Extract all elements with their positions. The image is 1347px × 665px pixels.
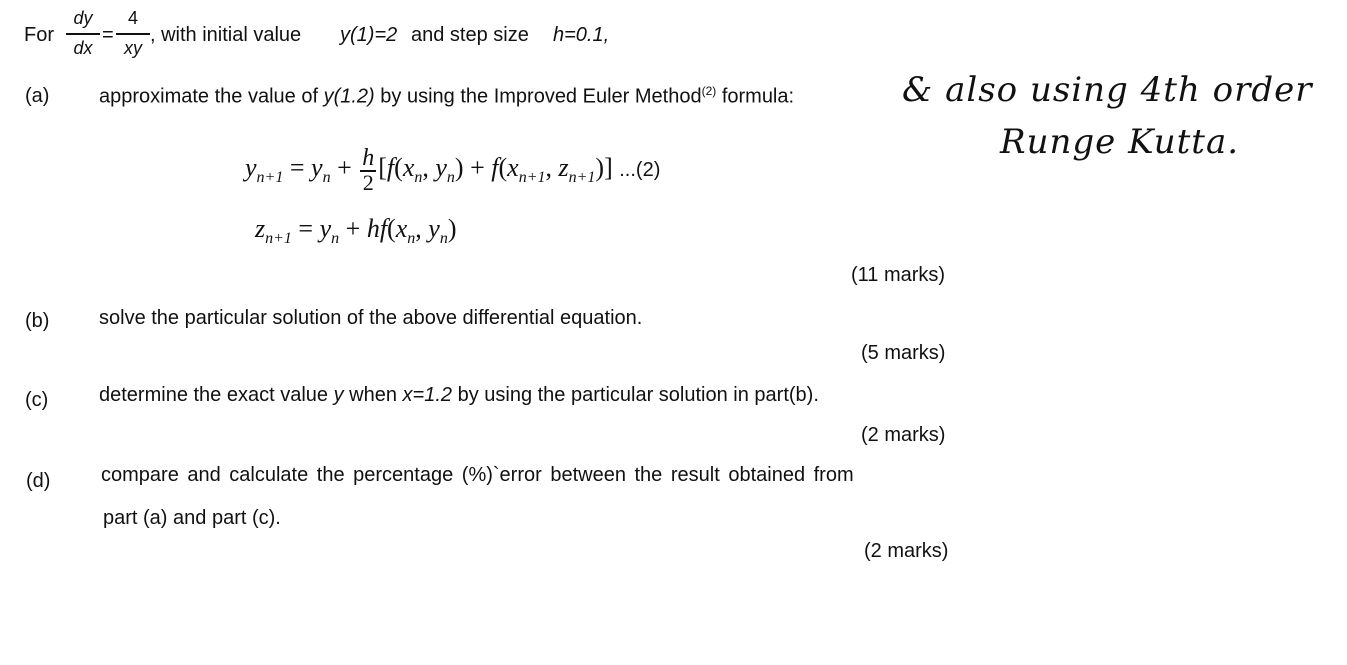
part-b-label: (b) [25,310,50,332]
part-d-line2: part (a) and part (c). [103,507,281,529]
part-c-text [99,384,819,407]
intro-for: For [24,24,54,46]
intro-rest: , with initial value [150,24,302,46]
part-a-label: (a) [25,85,50,107]
part-c-marks: (2 marks) [861,424,946,446]
frac2-bar [116,33,150,35]
part-c-text-mid: when [349,384,397,406]
intro-equals: = [102,24,114,46]
equation-ref: ...(2) [619,158,661,181]
part-a-math: y(1.2) [323,85,375,108]
intro-step-text: and step size [411,24,529,46]
part-b-marks: (5 marks) [861,342,946,364]
part-c-text-after: by using the particular solution in part(b). [457,384,819,406]
part-c-math1: y [333,384,344,406]
part-c-label: (c) [25,389,49,411]
part-a-marks: (11 marks) [851,264,946,286]
handwritten-note-line1: & also using 4th order [902,70,1313,110]
part-c-text-before: determine the exact value [99,384,329,406]
equation-predictor: $z_{n+1} = y_n + hf(x_n$, $y_n$) [255,214,457,247]
frac1-denominator: dx [73,38,93,58]
intro-initial: y(1)=2 [340,24,398,46]
part-a-text [99,84,794,109]
intro-step: h=0.1, [553,24,610,46]
frac1-numerator: dy [73,8,93,28]
part-d-label: (d) [26,470,51,492]
part-c-math2: x=1.2 [402,384,453,406]
part-b-text: solve the particular solution of the above differential equation. [99,307,643,329]
part-a-text-before: approximate the value of [99,85,319,108]
part-a-text-after: by using the Improved Euler Method [380,85,702,108]
frac1-bar [66,33,100,35]
frac2-numerator: 4 [127,8,138,28]
part-a-superscript: (2) [701,84,717,98]
frac2-denominator: xy [124,38,142,58]
equation-improved-euler: $y_{n+1} = y_n$ + $\frac{h}{2}$ [$f(x_n$, $y_n) + f(x_{n+1}$, $z_{n+1}$)] ...(2) [245,145,661,195]
part-d-line1: compare and calculate the percentage (%)`error between the result obtained from [101,464,854,486]
part-a-text-tail: formula: [721,85,795,108]
part-d-marks: (2 marks) [864,540,949,562]
handwritten-note-line2: Runge Kutta. [1000,122,1240,162]
